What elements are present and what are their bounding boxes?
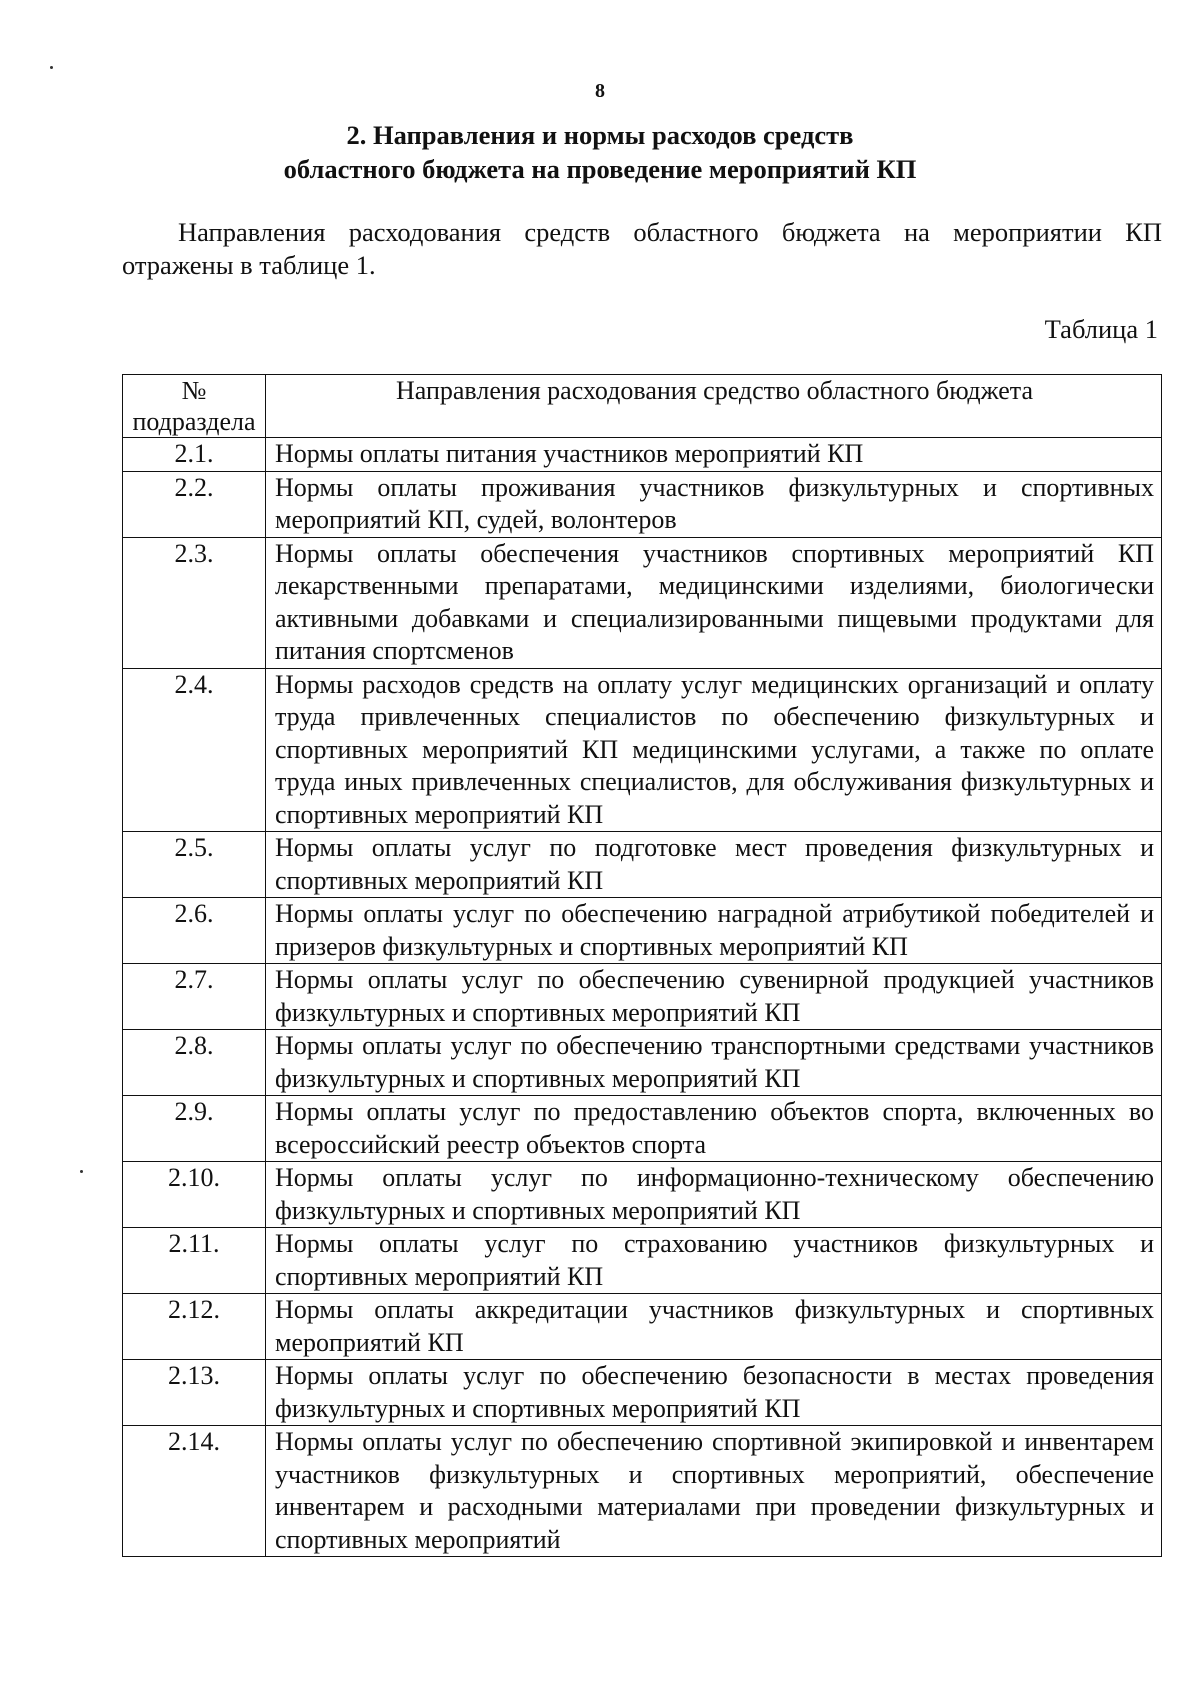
header-num-symbol: № (181, 376, 207, 405)
table-caption: Таблица 1 (1044, 314, 1158, 344)
subsection-number: 2.2. (123, 471, 266, 537)
subsection-number: 2.8. (123, 1030, 266, 1096)
header-direction: Направления расходования средство областного бюджета (266, 375, 1162, 438)
subsection-number: 2.7. (123, 964, 266, 1030)
spending-direction: Нормы оплаты услуг по обеспечению сувенирной продукцией участников физкультурных и спортивных мероприятий КП (266, 964, 1162, 1030)
spending-direction: Нормы оплаты услуг по подготовке мест проведения физкультурных и спортивных мероприятий КП (266, 832, 1162, 898)
subsection-number: 2.10. (123, 1162, 266, 1228)
spending-direction: Нормы оплаты аккредитации участников физкультурных и спортивных мероприятий КП (266, 1294, 1162, 1360)
section-title-line-2: областного бюджета на проведение мероприятий КП (283, 154, 917, 184)
table-row (123, 1096, 1162, 1162)
subsection-number: 2.9. (123, 1096, 266, 1162)
table-row (123, 1426, 1162, 1557)
page-number: 8 (595, 80, 605, 102)
spending-direction: Нормы оплаты услуг по информационно-техническому обеспечению физкультурных и спортивных мероприятий КП (266, 1162, 1162, 1228)
scan-speck (50, 66, 53, 69)
subsection-number: 2.14. (123, 1426, 266, 1557)
subsection-number: 2.13. (123, 1360, 266, 1426)
table-header (123, 375, 1162, 438)
subsection-number: 2.4. (123, 668, 266, 832)
spending-direction: Нормы оплаты услуг по предоставлению объектов спорта, включенных во всероссийский реестр объектов спорта (266, 1096, 1162, 1162)
subsection-number: 2.6. (123, 898, 266, 964)
table-row (123, 1228, 1162, 1294)
table-header-row (123, 375, 1162, 438)
spending-direction: Нормы расходов средств на оплату услуг медицинских организаций и оплату труда привлеченных специалистов по обеспечению физкультурных и спортивных мероприятий КП медицинскими услугами, а также по оплате труда иных привлеченных специалистов, для обслуживания физкультурных и спортивных мероприятий КП (266, 668, 1162, 832)
intro-paragraph: Направления расходования средств областного бюджета на мероприятии КП отражены в таблице 1. (122, 217, 1162, 280)
table-body (123, 438, 1162, 1557)
header-num-label: подраздела (132, 407, 256, 436)
spending-direction: Нормы оплаты услуг по обеспечению наградной атрибутикой победителей и призеров физкультурных и спортивных мероприятий КП (266, 898, 1162, 964)
table-row (123, 438, 1162, 472)
subsection-number: 2.5. (123, 832, 266, 898)
subsection-number: 2.11. (123, 1228, 266, 1294)
spending-direction: Нормы оплаты услуг по обеспечению транспортными средствами участников физкультурных и спортивных мероприятий КП (266, 1030, 1162, 1096)
spending-direction: Нормы оплаты обеспечения участников спортивных мероприятий КП лекарственными препаратами, медицинскими изделиями, биологически активными добавками и специализированными пищевыми продуктами для питания спортсменов (266, 537, 1162, 668)
table-row (123, 1030, 1162, 1096)
table-row (123, 537, 1162, 668)
section-title (0, 118, 1200, 186)
subsection-number: 2.3. (123, 537, 266, 668)
table-row (123, 1294, 1162, 1360)
spending-direction: Нормы оплаты питания участников мероприятий КП (266, 438, 1162, 472)
spending-direction: Нормы оплаты услуг по страхованию участников физкультурных и спортивных мероприятий КП (266, 1228, 1162, 1294)
spending-direction: Нормы оплаты услуг по обеспечению безопасности в местах проведения физкультурных и спортивных мероприятий КП (266, 1360, 1162, 1426)
spending-direction: Нормы оплаты проживания участников физкультурных и спортивных мероприятий КП, судей, волонтеров (266, 471, 1162, 537)
table-row (123, 1360, 1162, 1426)
spending-direction: Нормы оплаты услуг по обеспечению спортивной экипировкой и инвентарем участников физкультурных и спортивных мероприятий, обеспечение инвентарем и расходными материалами при проведении физкультурных и спортивных мероприятий (266, 1426, 1162, 1557)
section-title-line-1: 2. Направления и нормы расходов средств (346, 120, 854, 150)
subsection-number: 2.1. (123, 438, 266, 472)
table-row (123, 964, 1162, 1030)
subsection-number: 2.12. (123, 1294, 266, 1360)
spending-directions-table (122, 374, 1162, 1557)
table-row (123, 1162, 1162, 1228)
table-row (123, 898, 1162, 964)
scan-speck (80, 1170, 83, 1173)
header-subsection-number (123, 375, 266, 438)
table-row (123, 471, 1162, 537)
table-row (123, 832, 1162, 898)
table-row (123, 668, 1162, 832)
